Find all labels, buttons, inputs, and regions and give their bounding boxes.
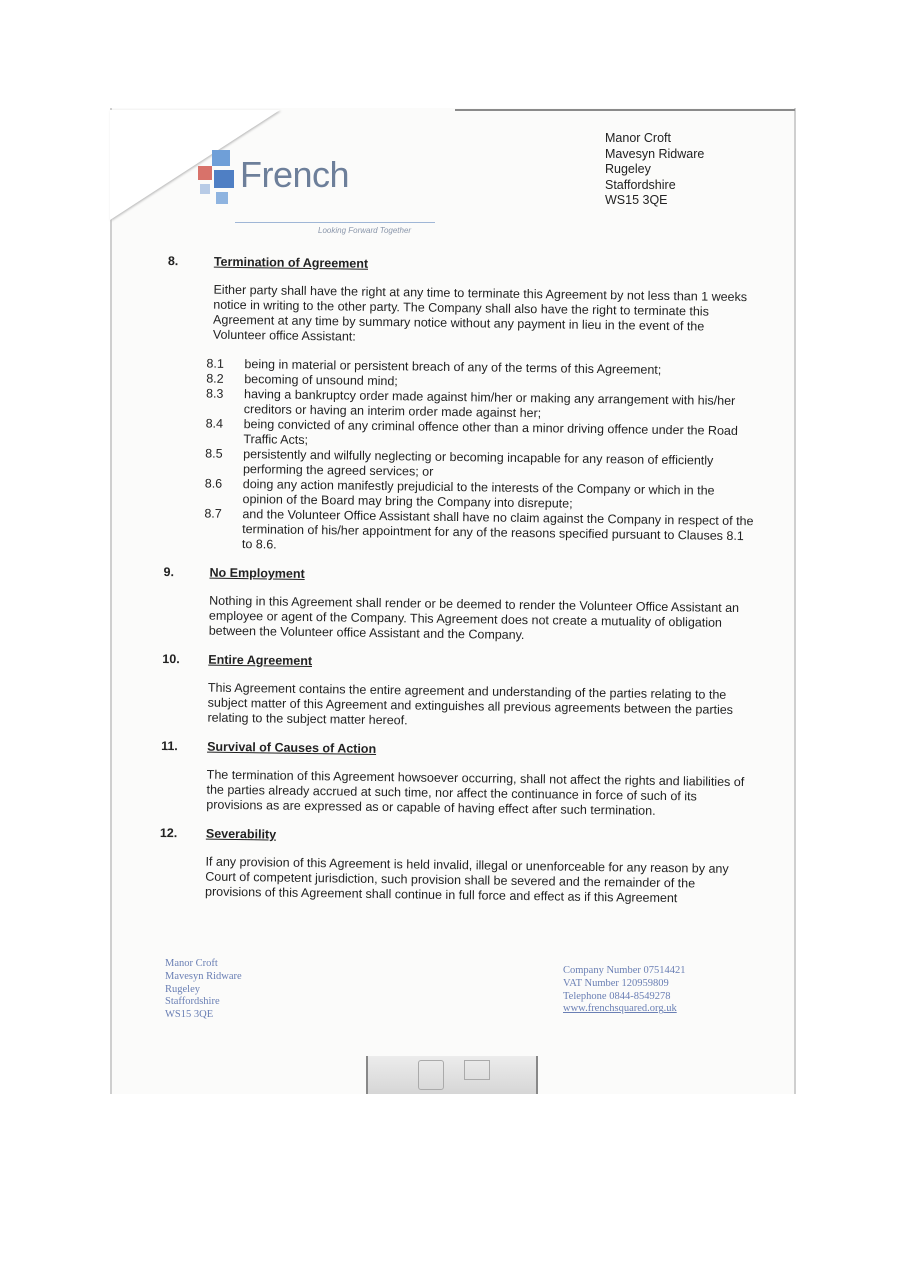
top-rule — [455, 109, 795, 111]
section-title: Entire Agreement — [208, 652, 313, 669]
section-body — [206, 768, 751, 821]
section-number: 9. — [163, 564, 175, 580]
section-paragraph: If any provision of this Agreement is held invalid, illegal or unenforceable for any reason by any Court of competent jurisdiction, such provision shall be severed and the remainder of the provisions of this Agreement shall continue in full force and effect as if this Agreement — [205, 854, 729, 906]
telephone: Telephone 0844-8549278 — [563, 990, 671, 1002]
section-body — [204, 282, 758, 560]
agreement-body — [159, 254, 758, 921]
section-number: 10. — [162, 651, 180, 667]
section-title: Termination of Agreement — [213, 254, 369, 271]
company-logo — [190, 148, 440, 238]
section-title: No Employment — [209, 565, 305, 581]
vat-number: VAT Number 120959809 — [563, 977, 669, 989]
logo-tagline: Looking Forward Together — [318, 226, 412, 235]
section-8 — [164, 254, 758, 559]
clause-text: being convicted of any criminal offence other than a minor driving offence under the Road Traffic Acts; — [243, 417, 738, 447]
address-line: Staffordshire — [605, 177, 676, 192]
clause-number: 8.1 — [206, 356, 224, 371]
address-line: WS15 3QE — [605, 193, 668, 207]
section-11 — [160, 739, 751, 820]
footer-address-line: Rugeley — [165, 983, 200, 995]
company-number: Company Number 07514421 — [563, 965, 686, 976]
scanner-artifact — [366, 1056, 538, 1094]
section-body — [205, 855, 750, 908]
website-link[interactable]: www.frenchsquared.org.uk — [563, 1003, 677, 1015]
section-paragraph: Either party shall have the right at any time to terminate this Agreement by not less than 1 weeks notice in writing to the other party. The Company shall also have the right to terminate this Agreement at any time by summary notice without any payment in lieu in the event of the Volunteer office Assistant: — [212, 282, 748, 344]
footer-address-line: Mavesyn Ridware — [165, 970, 242, 982]
artifact-shape — [464, 1060, 490, 1080]
section-heading — [162, 652, 752, 674]
section-number: 8. — [167, 254, 179, 269]
clause-text: doing any action manifestly prejudicial to the interests of the Company or which in the opinion of the Board may bring the Company into disrepute; — [242, 477, 715, 511]
clause-item — [204, 507, 755, 560]
section-9 — [163, 565, 754, 646]
section-title: Survival of Causes of Action — [207, 739, 377, 756]
address-line: Manor Croft — [605, 131, 671, 145]
clause-text: being in material or persistent breach of any of the terms of this Agreement; — [244, 357, 662, 377]
section-number: 11. — [161, 738, 178, 754]
clause-text: having a bankruptcy order made against him/her or making any arrangement with his/her creditors or having an interim order made against her; — [243, 387, 736, 421]
section-body — [209, 594, 754, 647]
section-number: 12. — [159, 825, 178, 841]
section-heading — [160, 826, 750, 848]
clause-number: 8.6 — [204, 476, 223, 491]
clause-text: persistently and wilfully neglecting or becoming incapable for any reason of efficiently performing the agreed services; or — [242, 447, 714, 479]
footer-company-details — [563, 965, 686, 1016]
clause-number: 8.5 — [205, 446, 223, 461]
header-address — [605, 131, 704, 209]
section-body — [207, 681, 752, 734]
clause-text: and the Volunteer Office Assistant shall have no claim against the Company in respect of the termination of his/her appointment for any of the reasons specified pursuant to Clauses 8.1 to 8.6. — [241, 507, 754, 552]
section-paragraph: Nothing in this Agreement shall render or be deemed to render the Volunteer Office Assistant an employee or agent of the Company. This Agreement does not create a mutuality of obligation between the Volunteer office Assistant and the Company. — [208, 593, 740, 643]
clause-number: 8.7 — [204, 506, 222, 521]
artifact-shape — [418, 1060, 444, 1090]
clause-number: 8.2 — [206, 371, 224, 386]
section-title: Severability — [205, 826, 277, 842]
address-line: Mavesyn Ridware — [605, 146, 705, 161]
footer-address — [165, 958, 242, 1022]
footer-address-line: Staffordshire — [165, 996, 220, 1008]
section-paragraph: The termination of this Agreement howsoever occurring, shall not affect the rights and liabilities of the parties already accrued at such time, nor affect the continuance in force of such of its provisions as are expressed as or capable of having effect after such termination. — [206, 767, 745, 818]
clause-text: becoming of unsound mind; — [244, 372, 398, 389]
clause-number: 8.3 — [205, 386, 224, 401]
footer-address-line: WS15 3QE — [165, 1009, 214, 1021]
logo-wordmark: French — [240, 154, 350, 195]
address-line: Rugeley — [605, 162, 651, 176]
logo-underline — [235, 222, 435, 223]
section-paragraph: This Agreement contains the entire agreement and understanding of the parties relating to the subject matter of this Agreement and extinguishes all previous agreements between the parties relating to the subject matter hereof. — [207, 680, 734, 728]
footer-address-line: Manor Croft — [165, 958, 218, 969]
section-heading — [161, 739, 751, 761]
clause-number: 8.4 — [205, 416, 224, 431]
clause-list — [204, 357, 757, 560]
section-10 — [161, 652, 752, 733]
section-12 — [159, 826, 750, 907]
section-heading — [163, 565, 753, 587]
